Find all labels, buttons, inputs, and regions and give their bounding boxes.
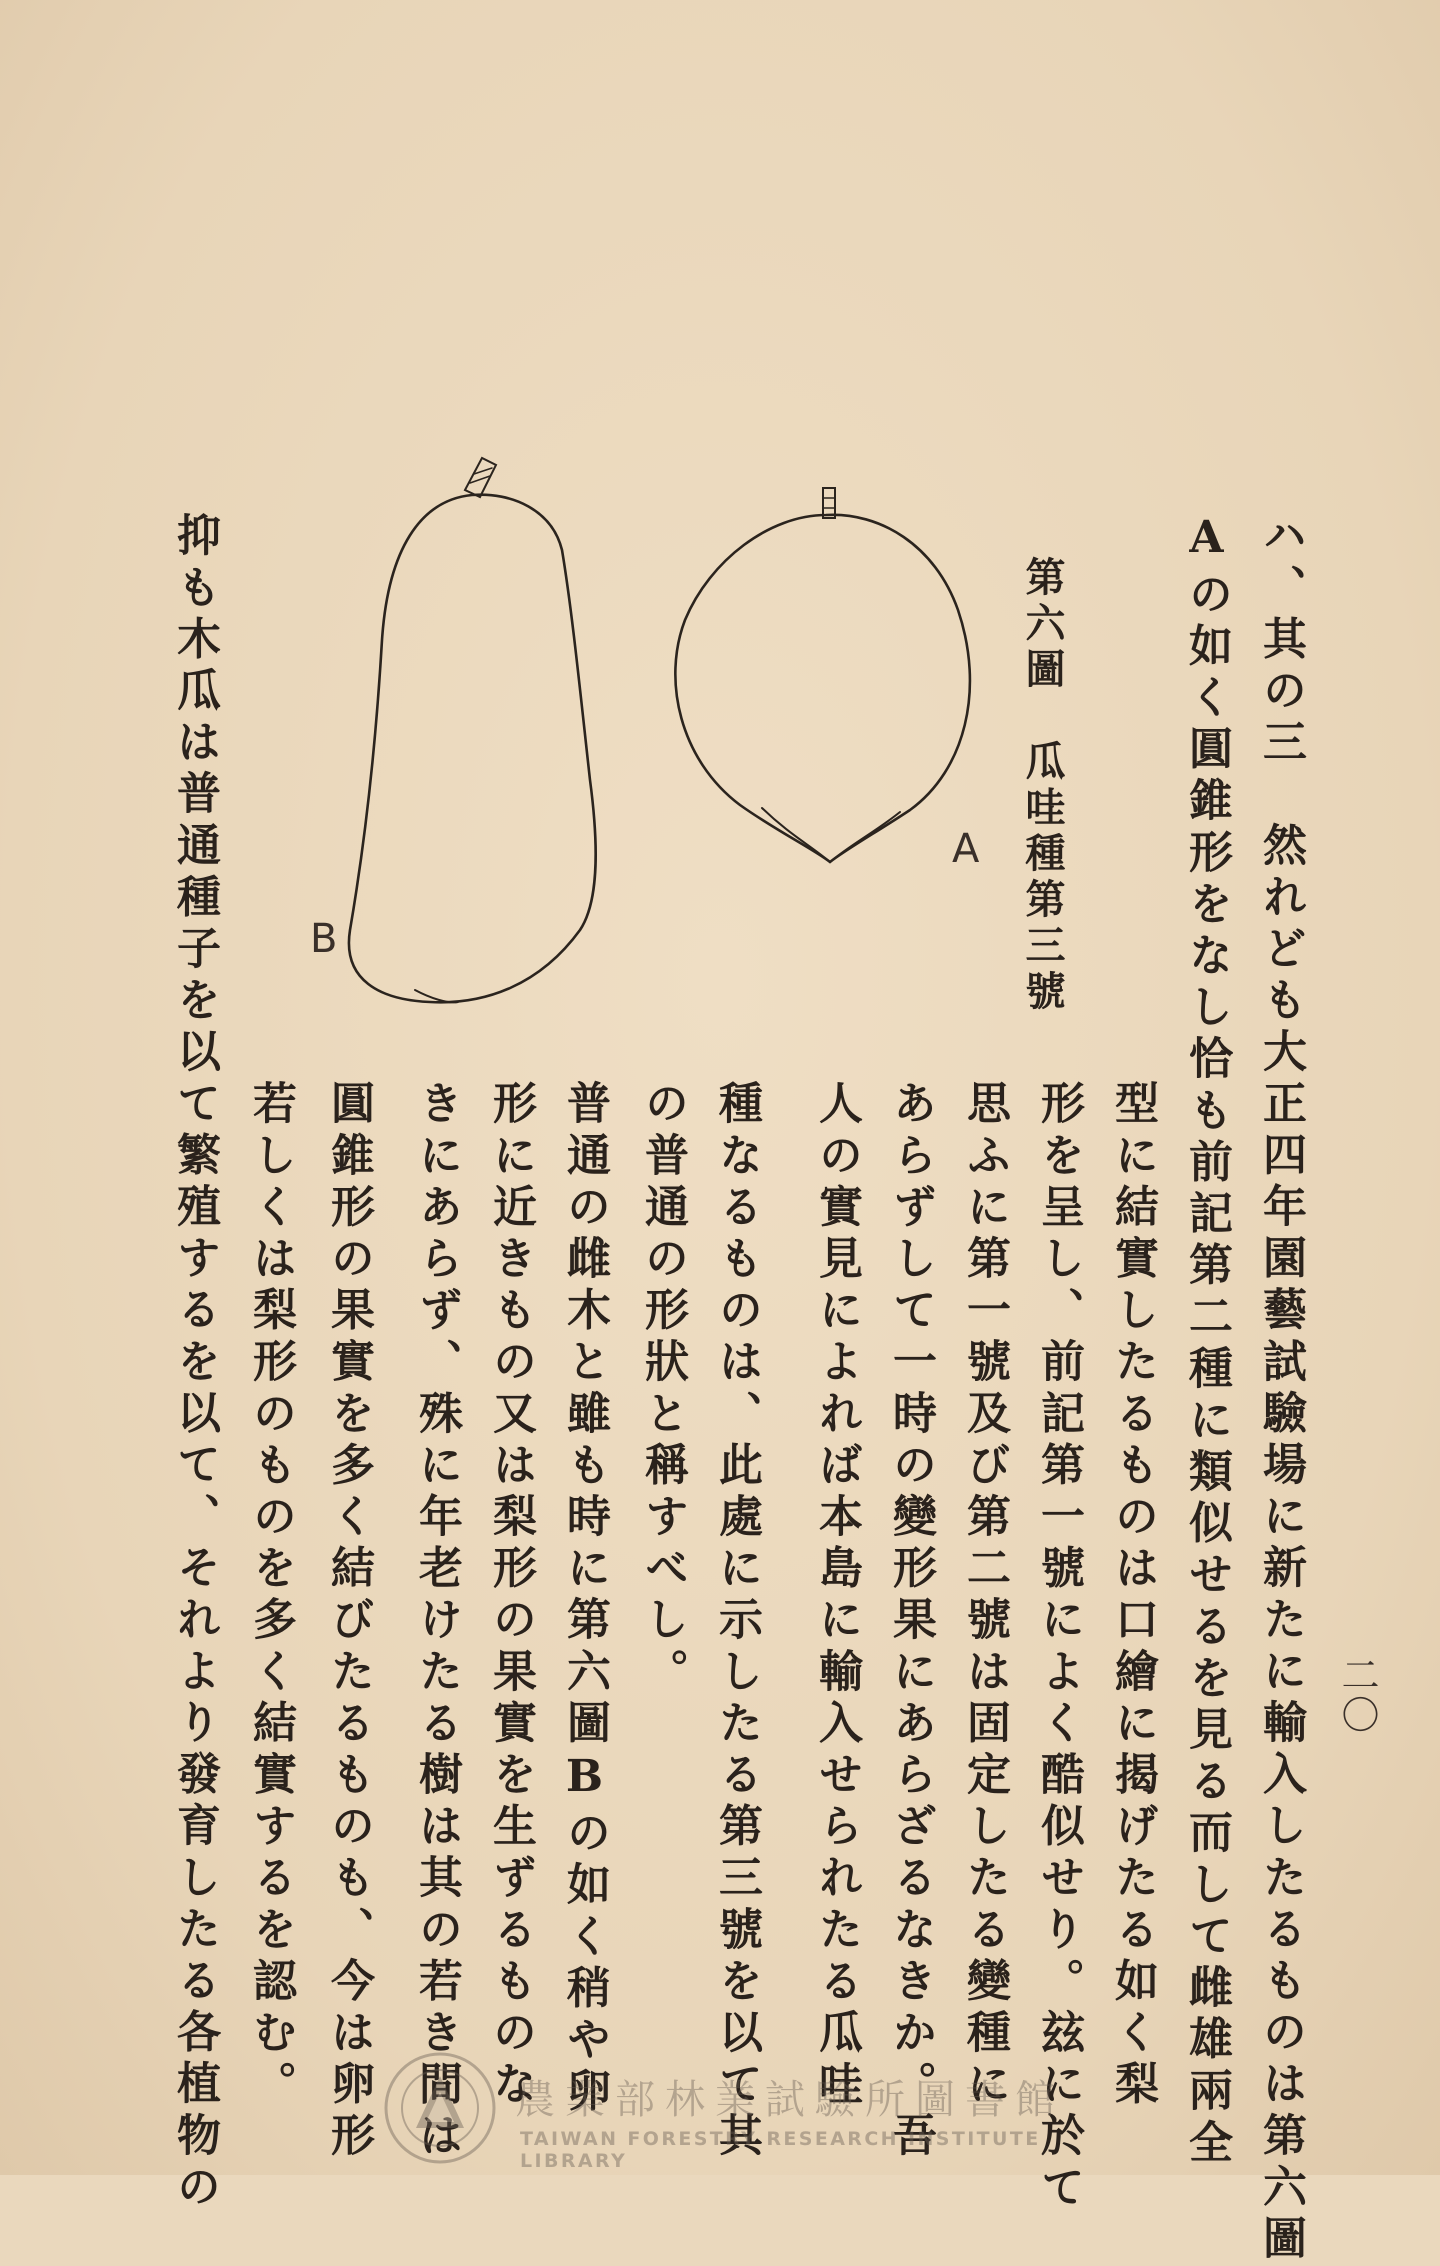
text-column-10: 普通の雌木と雖も時に第六圖Bの如く稍や卵: [559, 1080, 610, 2119]
text-column-1: ハ、其の三 然れども大正四年園藝試驗場に新たに輸入したるものは第六圖: [1255, 512, 1306, 2266]
text-column-6: あらずして一時の變形果にあらざるなきか。吾: [885, 1080, 936, 2164]
watermark-en: TAIWAN FORESTRY RESEARCH INSTITUTE LIBRARY: [520, 2128, 1041, 2172]
figure-label-b: B: [310, 916, 338, 962]
watermark-zh: 農業部林業試驗所圖書館: [515, 2077, 1065, 2123]
library-watermark: [380, 2048, 1100, 2172]
text-column-4: 形を呈し、前記第一號によく酷似せり。玆に於て: [1033, 1080, 1084, 2216]
figure-label-a: A: [952, 826, 980, 872]
fruit-a-drawing: [675, 488, 970, 862]
figure-caption: 第六圖 瓜哇種第三號: [1019, 556, 1066, 1016]
text-column-11: 形に近きもの又は梨形の果實を生ずるものな: [485, 1080, 536, 2112]
fruit-b-drawing: [349, 458, 596, 1002]
text-column-14: 若しくは梨形のものを多く結實するを認む。: [245, 1080, 296, 2112]
library-seal-icon: [380, 2048, 500, 2168]
text-column-13: 圓錐形の果實を多く結びたるものも、今は卵形: [323, 1080, 374, 2164]
text-column-2: Aの如く圓錐形をなし恰も前記第二種に類似せるを見る而して雌雄兩全: [1181, 512, 1232, 2171]
text-column-3: 型に結實したるものは口繪に揭げたる如く梨: [1107, 1080, 1158, 2112]
text-column-7: 人の實見によれば本島に輸入せられたる瓜哇: [811, 1080, 862, 2112]
text-column-12: きにあらず、殊に年老けたる樹は其の若き間は: [411, 1080, 462, 2164]
text-column-9: の普通の形狀と稱すべし。: [637, 1080, 688, 1700]
text-column-5: 思ふに第一號及び第二號は固定したる變種に: [959, 1080, 1010, 2112]
text-column-15: 抑も木瓜は普通種子を以て繁殖するを以て、それより發育したる各植物の: [169, 512, 220, 2215]
page-number: 二〇: [1335, 1655, 1379, 1735]
text-column-8: 種なるものは、此處に示したる第三號を以て其: [711, 1080, 762, 2164]
